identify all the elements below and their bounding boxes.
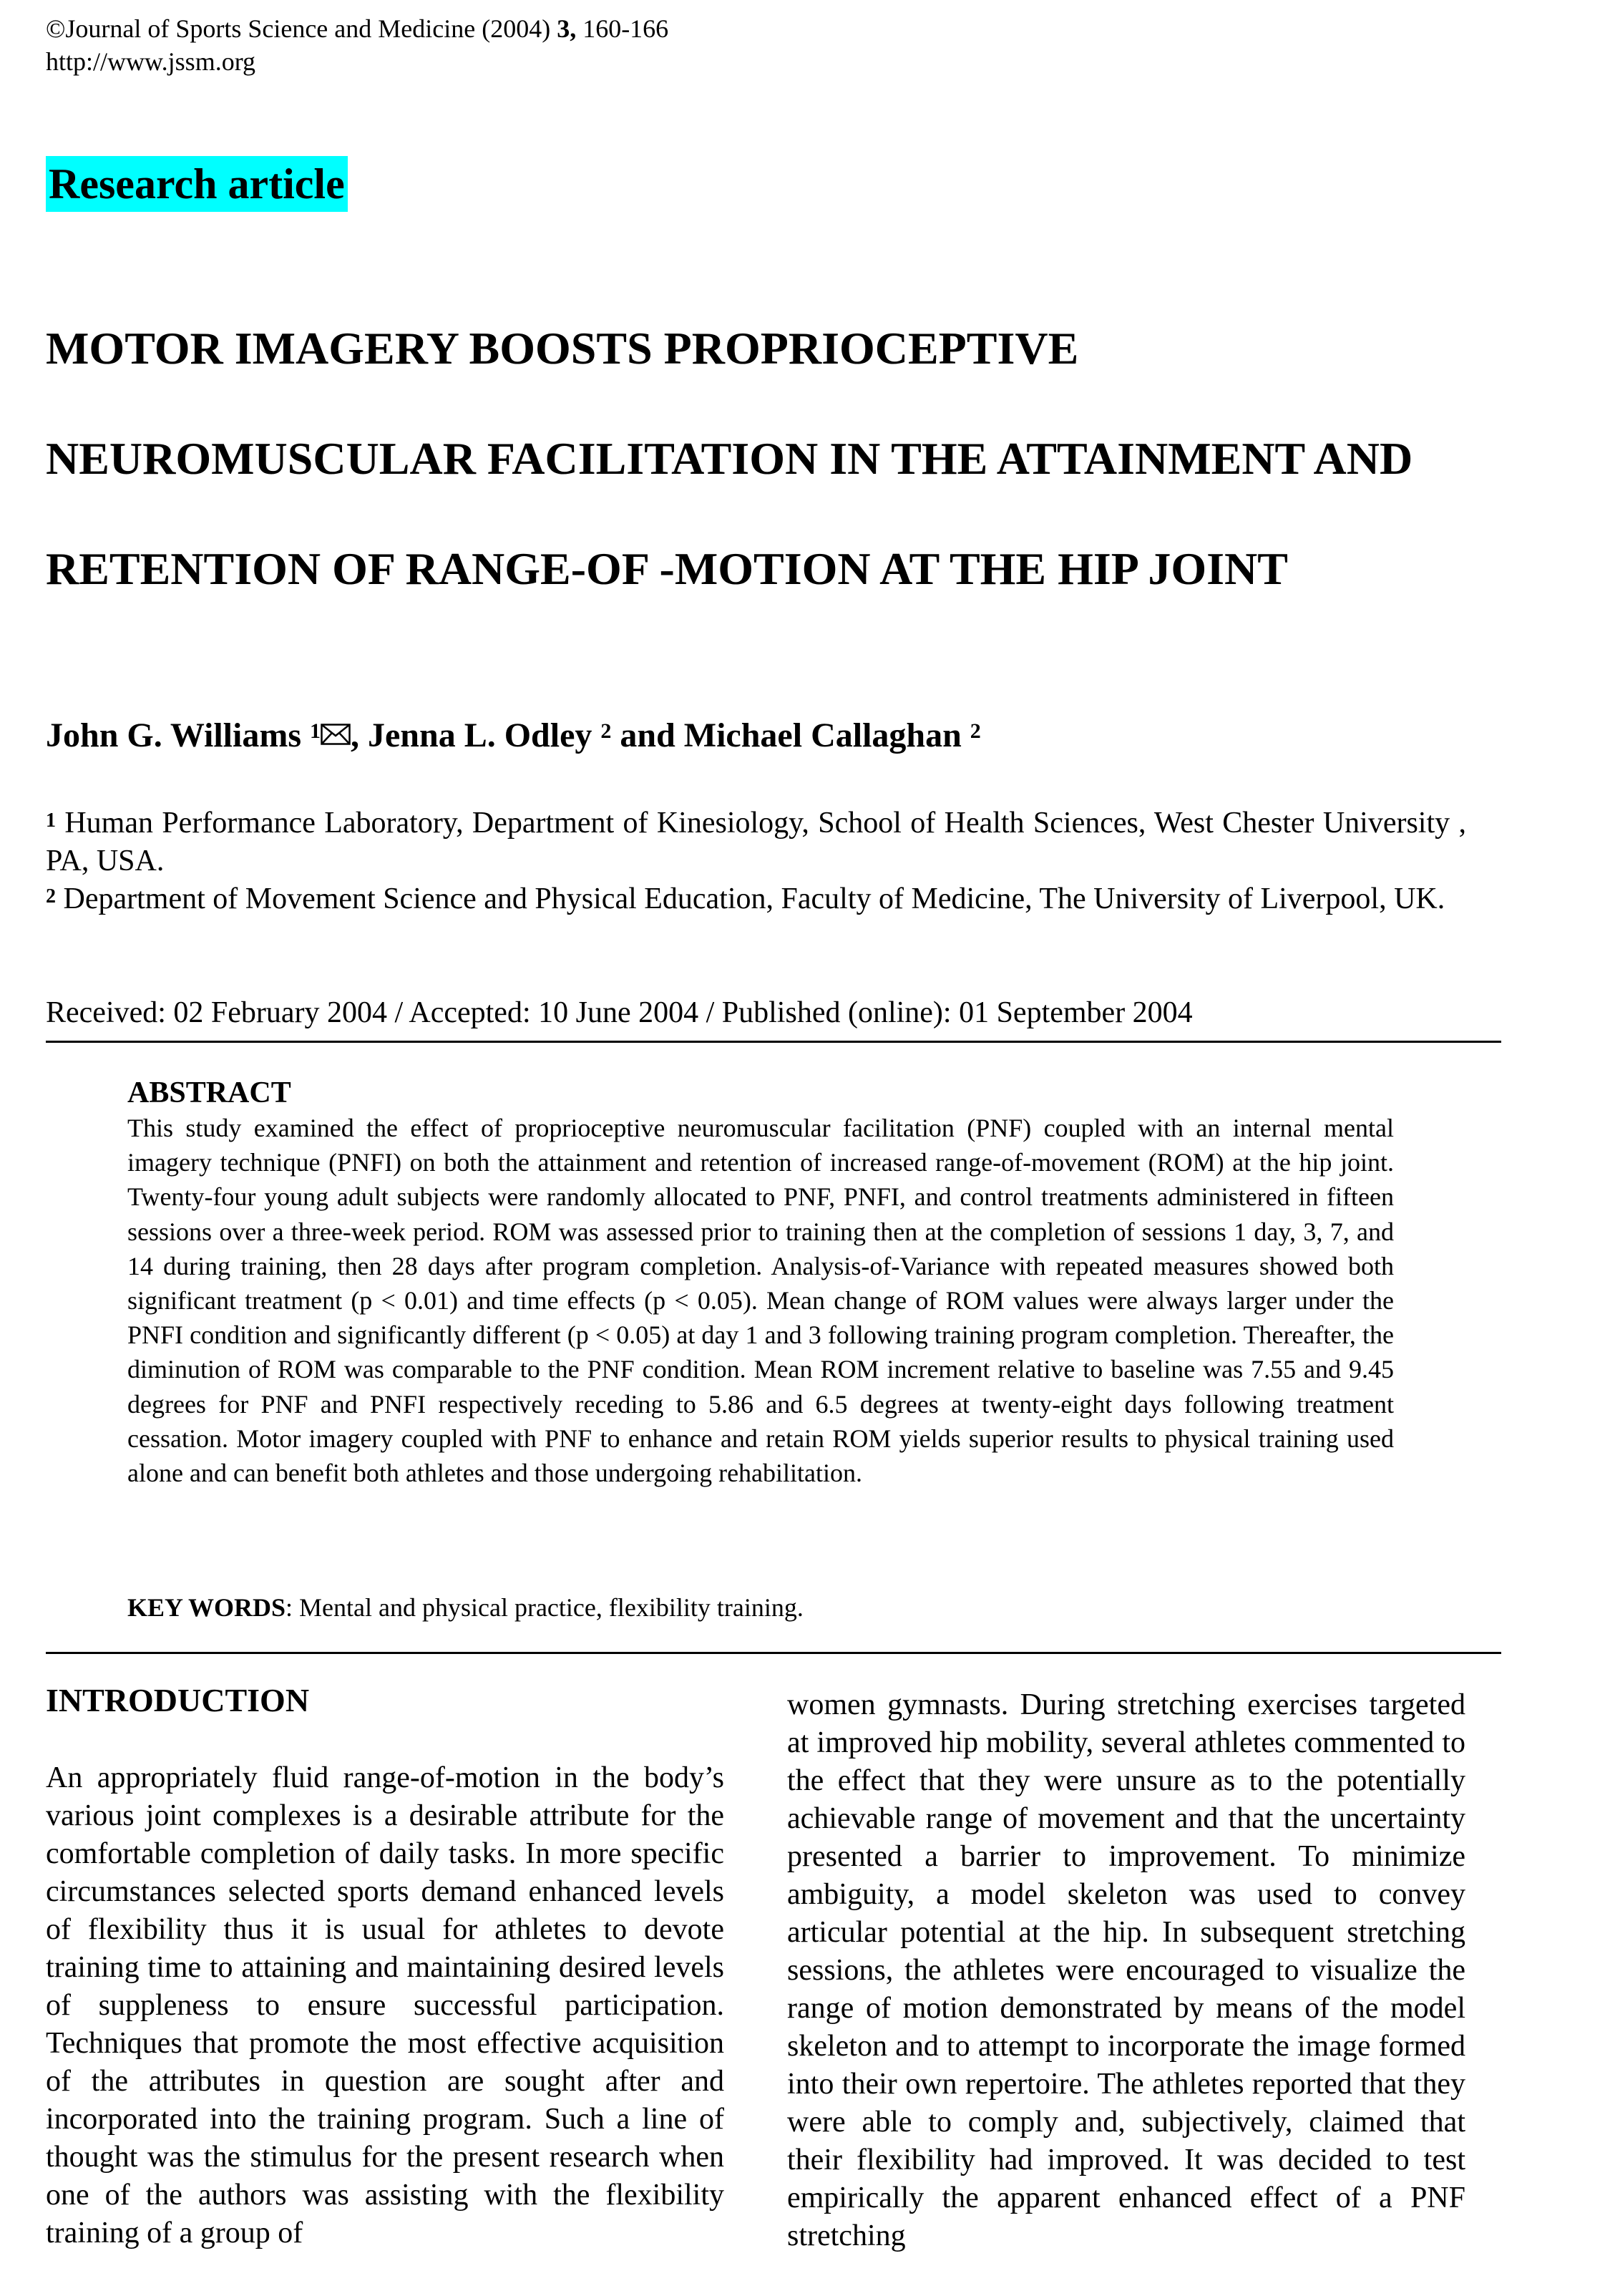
affiliation bbox=[46, 804, 1466, 880]
abstract-text: This study examined the effect of proprioceptive neuromuscular facilitation (PNF) coupled with an internal mental imagery technique (PNFI) on both the attainment and retention of increased range-of-movement (ROM) at the hip joint. Twenty-four young adult subjects were randomly allocated to PNF, PNFI, and control treatments administered in fifteen sessions over a three-week period. ROM was assessed prior to training then at the completion of sessions 1 day, 3, 7, and 14 during training, then 28 days after program completion. Analysis-of-Variance with repeated measures showed both significant treatment (p < 0.01) and time effects (p < 0.05). Mean change of ROM values were always larger under the PNFI condition and significantly different (p < 0.05) at day 1 and 3 following training program completion. Thereafter, the diminution of ROM was comparable to the PNF condition. Mean ROM increment relative to baseline was 7.55 and 9.45 degrees for PNF and PNFI respectively receding to 5.86 and 6.5 degrees at twenty-eight days following treatment cessation. Motor imagery coupled with PNF to enhance and retain ROM yields superior results to physical training used alone and can benefit both athletes and those undergoing rehabilitation. bbox=[127, 1114, 1394, 1488]
publication-dates: Received: 02 February 2004 / Accepted: 10 June 2004 / Published (online): 01 September 2004 bbox=[46, 996, 1193, 1029]
journal-pages: 160-166 bbox=[582, 14, 669, 43]
affiliation-number: 1 bbox=[46, 809, 56, 832]
keywords-text: : Mental and physical practice, flexibility training. bbox=[286, 1593, 804, 1622]
section-heading-introduction: INTRODUCTION bbox=[46, 1682, 310, 1718]
title-line: MOTOR IMAGERY BOOSTS PROPRIOCEPTIVE bbox=[46, 323, 1079, 374]
body-paragraph: An appropriately fluid range-of-motion in the body’s various joint complexes is a desirable attribute for the comfortable completion of daily tasks. In more specific circumstances selected sports demand enhanced levels of flexibility thus it is usual for athletes to devote training time to attaining and maintaining desired levels of suppleness to ensure successful participation. Techniques that promote the most effective acquisition of the attributes in question are sought after and incorporated into the training program. Such a line of thought was the stimulus for the present research when one of the authors was assisting with the flexibility training of a group of bbox=[46, 1761, 724, 2249]
journal-citation bbox=[46, 13, 668, 44]
author-separator: and bbox=[611, 716, 684, 754]
journal-name: ©Journal of Sports Science and Medicine (2004) bbox=[46, 14, 551, 43]
author-affil-sup: 2 bbox=[600, 719, 612, 743]
author-affil-sup: 2 bbox=[970, 719, 981, 743]
title-line: RETENTION OF RANGE-OF -MOTION AT THE HIP JOINT bbox=[46, 543, 1288, 594]
body-column-left bbox=[46, 1682, 724, 2252]
title-line: NEUROMUSCULAR FACILITATION IN THE ATTAINMENT AND bbox=[46, 433, 1413, 484]
abstract-heading: ABSTRACT bbox=[127, 1076, 291, 1109]
keywords bbox=[127, 1590, 804, 1625]
envelope-icon[interactable] bbox=[321, 724, 351, 745]
paper-title bbox=[46, 293, 1548, 624]
keywords-label: KEY WORDS bbox=[127, 1593, 286, 1622]
author-name: John G. Williams bbox=[46, 716, 301, 754]
affiliation bbox=[46, 880, 1466, 918]
author-affil-sup: 1 bbox=[310, 719, 321, 743]
affiliation-number: 2 bbox=[46, 885, 56, 908]
body-column-right bbox=[787, 1686, 1465, 2255]
divider bbox=[46, 1652, 1501, 1654]
author-separator: , bbox=[351, 716, 368, 754]
journal-url[interactable]: http://www.jssm.org bbox=[46, 47, 256, 76]
body-paragraph: women gymnasts. During stretching exercises targeted at improved hip mobility, several athletes commented to the effect that they were unsure as to the potentially achievable range of movement and that the uncertainty presented a barrier to improvement. To minimize ambiguity, a model skeleton was used to convey articular potential at the hip. In subsequent stretching sessions, the athletes were encouraged to visualize the range of motion demonstrated by means of the model skeleton and to attempt to incorporate the image formed into their own repertoire. The athletes reported that they were able to comply and, subjectively, claimed that their flexibility had improved. It was decided to test empirically the apparent enhanced effect of a PNF stretching bbox=[787, 1688, 1465, 2252]
author-list bbox=[46, 710, 1548, 762]
affiliation-text: Human Performance Laboratory, Department of Kinesiology, School of Health Sciences, West Chester University , PA, USA. bbox=[46, 807, 1466, 877]
divider bbox=[46, 1041, 1501, 1043]
journal-volume: 3, bbox=[557, 14, 577, 43]
author-name: Jenna L. Odley bbox=[368, 716, 592, 754]
author-name: Michael Callaghan bbox=[683, 716, 962, 754]
article-type-badge: Research article bbox=[46, 156, 348, 212]
abstract-section bbox=[127, 1075, 1394, 1490]
affiliation-text: Department of Movement Science and Physical Education, Faculty of Medicine, The University of Liverpool, UK. bbox=[63, 882, 1445, 915]
